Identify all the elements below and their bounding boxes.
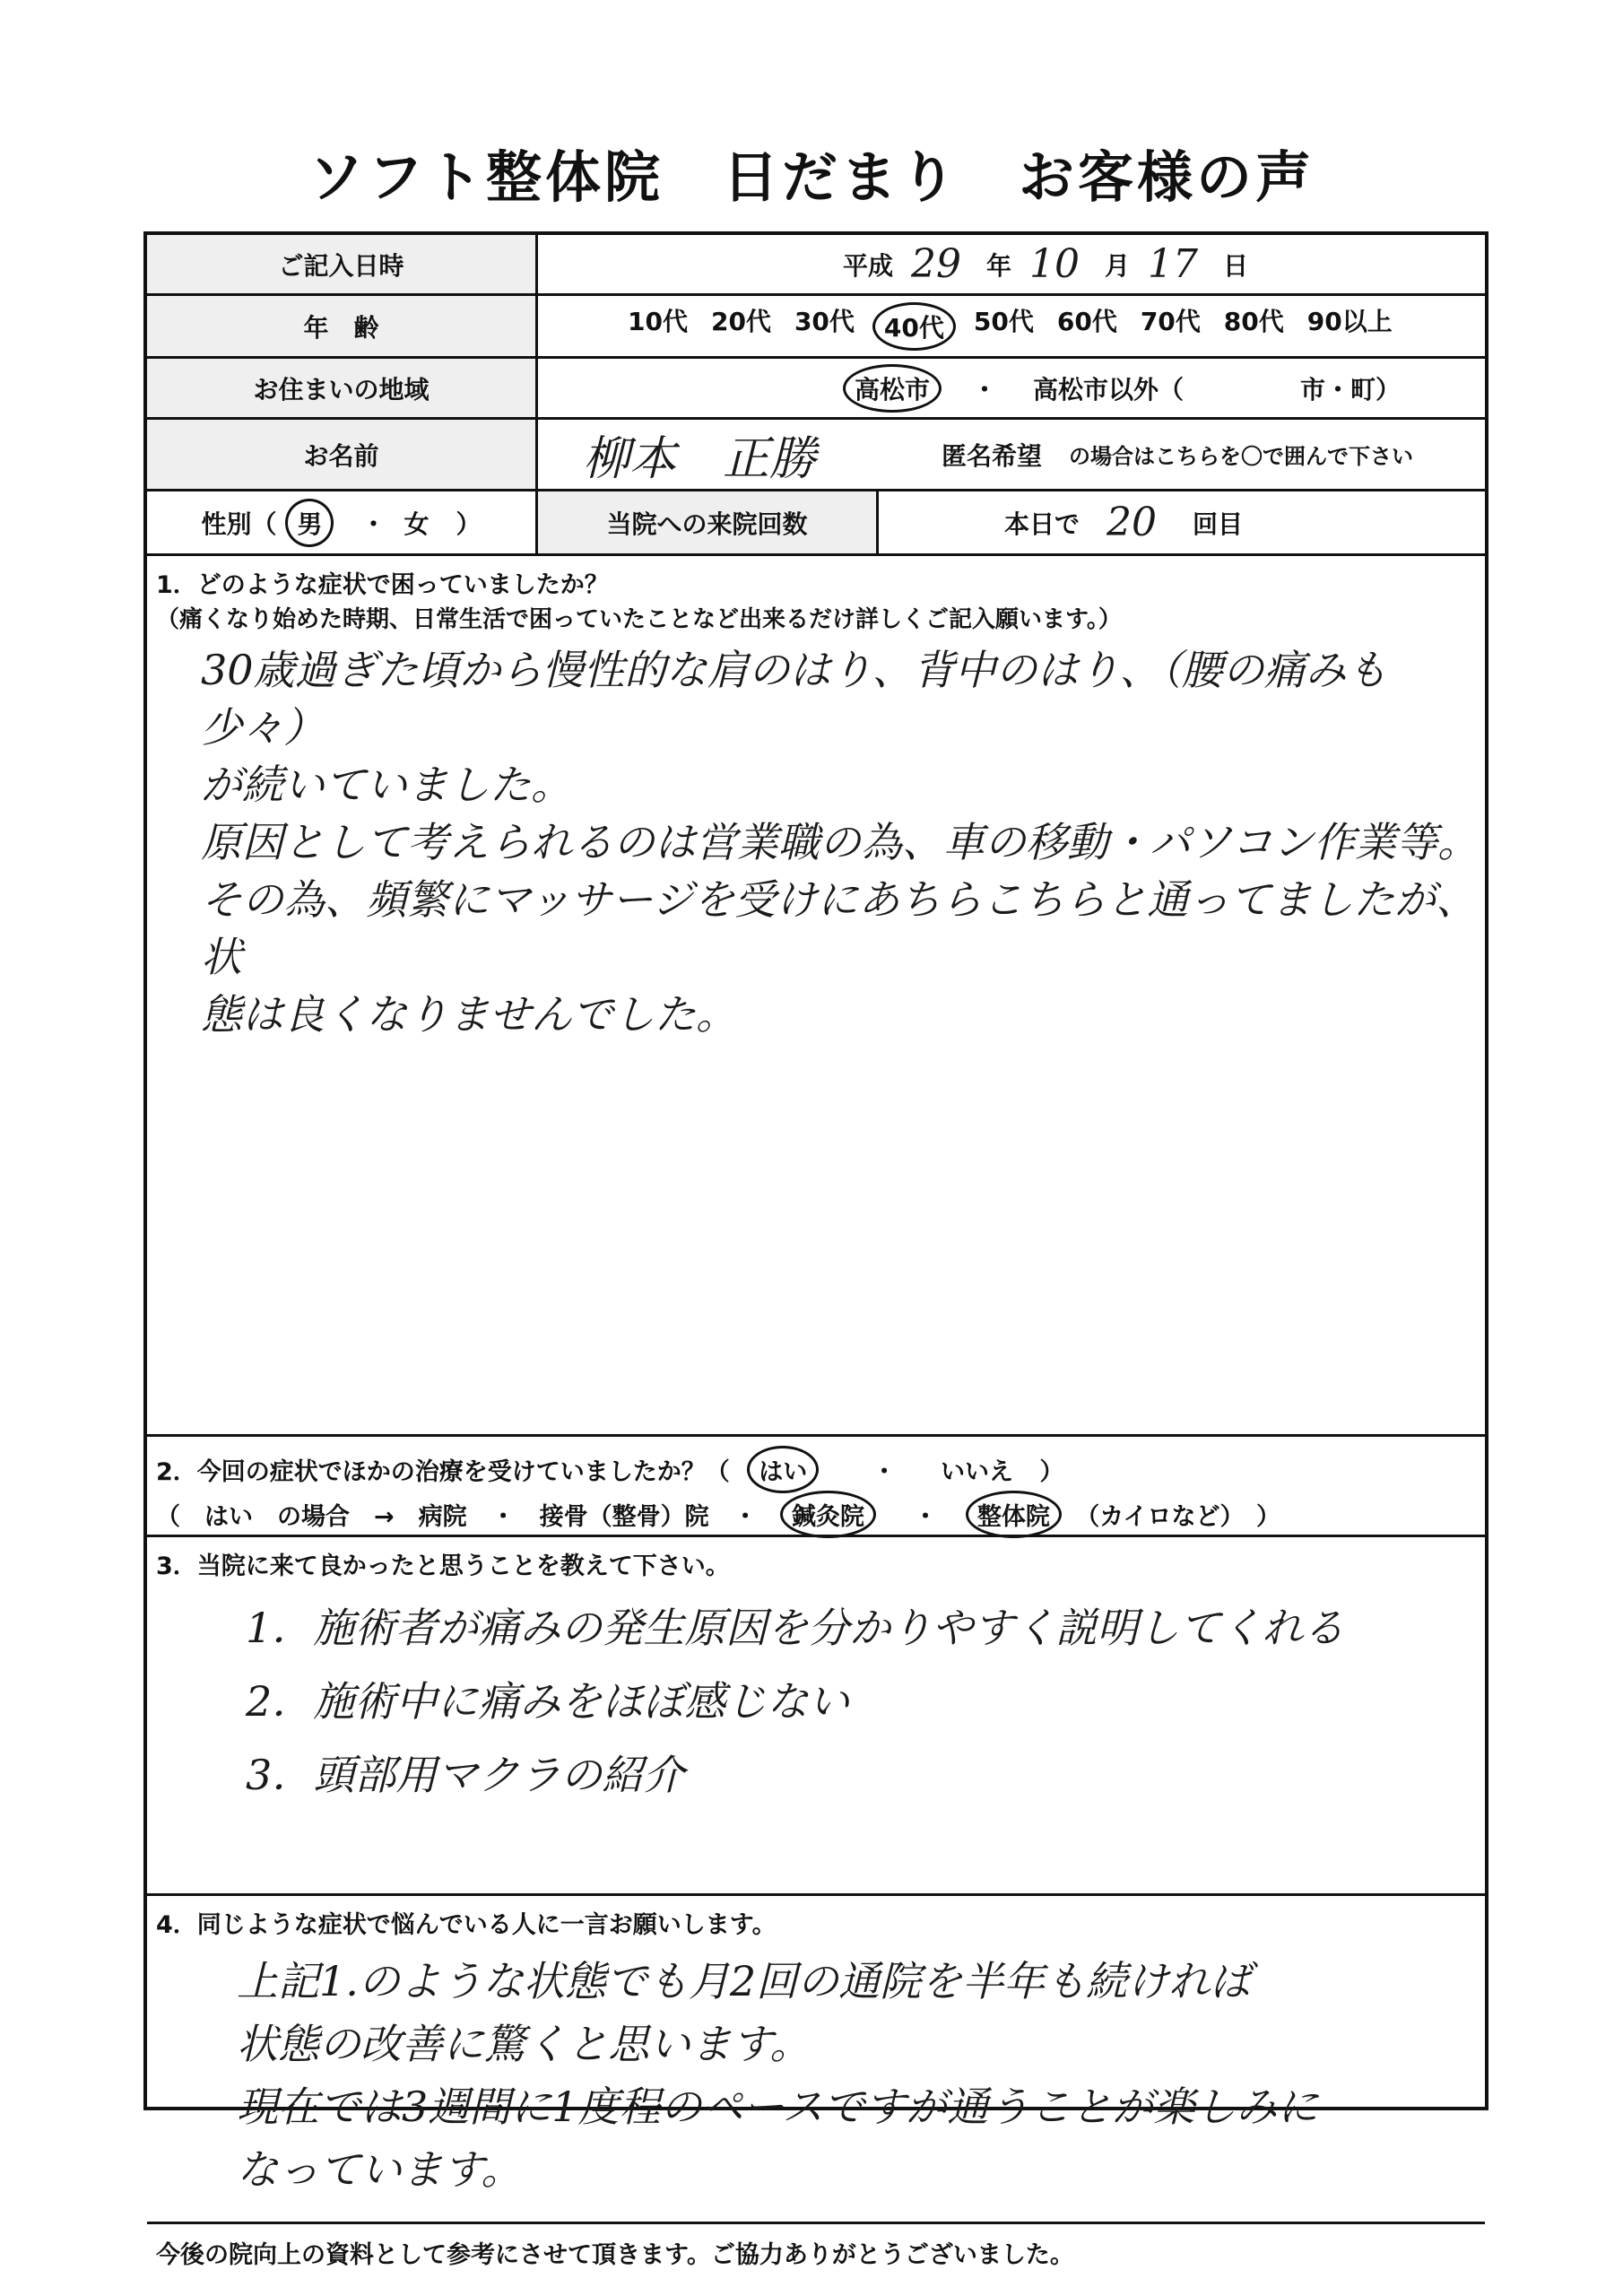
anonymous-label: 匿名希望 bbox=[942, 440, 1043, 471]
section-2-note-suffix: （カイロなど） ） bbox=[1075, 1503, 1280, 1531]
date-row bbox=[147, 235, 1485, 296]
answer-line: 2．施術中に痛みをほぼ感じない bbox=[246, 1677, 850, 1726]
age-option: 70代 bbox=[1140, 306, 1201, 336]
answer-line: 上記1.のような状態でも月2回の通院を半年も続ければ bbox=[237, 1957, 1252, 2005]
section-2-question: 2．今回の症状でほかの治療を受けていましたか？（ bbox=[156, 1458, 730, 1486]
name-label: お名前 bbox=[147, 420, 538, 489]
section-2 bbox=[147, 1437, 1485, 1537]
answer-line: 現在では3週間に1度程のペースですが通うことが楽しみに bbox=[237, 2083, 1319, 2131]
section-1-note: （痛くなり始めた時期、日常生活で困っていたことなど出来るだけ詳しくご記入願います。） bbox=[156, 606, 1122, 633]
section-4-question: 4．同じような症状で悩んでいる人に一言お願いします。 bbox=[156, 1911, 777, 1939]
area-option-other: 高松市以外（ bbox=[1033, 374, 1185, 404]
year-unit: 年 bbox=[986, 250, 1012, 281]
option-shinkyu-selected: 鍼灸院 bbox=[780, 1491, 876, 1538]
section-1 bbox=[147, 556, 1485, 1437]
option-seitai-selected: 整体院 bbox=[966, 1491, 1062, 1538]
area-option-takamatsu: 高松市 bbox=[843, 364, 942, 413]
visits-unit: 回目 bbox=[1193, 509, 1244, 539]
age-option: 20代 bbox=[710, 306, 771, 336]
section-2-note-mid: ・ bbox=[913, 1503, 938, 1531]
section-1-question: 1．どのような症状で困っていましたか？ bbox=[156, 571, 609, 599]
gender-label: 性別（ bbox=[201, 509, 277, 539]
era: 平成 bbox=[843, 250, 894, 281]
section-3-answer bbox=[246, 1591, 1344, 1812]
answer-line: 状態の改善に驚くと思います。 bbox=[237, 2020, 812, 2068]
age-option: 80代 bbox=[1223, 306, 1284, 336]
area-label: お住まいの地域 bbox=[147, 359, 538, 417]
visits-value: 20 bbox=[1107, 500, 1158, 545]
age-option: 10代 bbox=[628, 306, 688, 336]
visits-label: 当院への来院回数 bbox=[538, 491, 879, 553]
survey-form bbox=[143, 231, 1488, 2269]
gender-close: ） bbox=[456, 509, 482, 539]
day-value: 17 bbox=[1148, 241, 1199, 287]
section-1-answer bbox=[201, 641, 1485, 1043]
section-4 bbox=[147, 1896, 1485, 2224]
gender-visits-row bbox=[147, 491, 1485, 556]
age-option: 90以上 bbox=[1306, 306, 1393, 336]
answer-separator: ・ bbox=[872, 1458, 897, 1486]
answer-line: 原因として考えられるのは営業職の為、車の移動・パソコン作業等。 bbox=[201, 818, 1480, 866]
answer-no: いいえ bbox=[941, 1458, 1014, 1486]
section-2-note-prefix: （ はい の場合 → 病院 ・ 接骨（整骨）院 ・ bbox=[156, 1503, 758, 1531]
answer-line: が続いていました。 bbox=[201, 761, 572, 809]
answer-line: 30歳過ぎた頃から慢性的な肩のはり、背中のはり、（腰の痛みも少々） bbox=[201, 646, 1388, 752]
age-options bbox=[628, 302, 1393, 351]
answer-line: 態は良くなりませんでした。 bbox=[201, 990, 737, 1039]
age-option: 60代 bbox=[1056, 306, 1117, 336]
month-value: 10 bbox=[1029, 241, 1081, 287]
gender-female: 女 bbox=[404, 509, 430, 539]
section-4-answer bbox=[237, 1950, 1318, 2201]
year-value: 29 bbox=[911, 241, 962, 287]
area-suffix: 市・町） bbox=[1300, 374, 1402, 404]
gender-separator: ・ bbox=[360, 509, 386, 539]
name-row bbox=[147, 420, 1485, 491]
anonymous-note: の場合はこちらを〇で囲んで下さい bbox=[1069, 444, 1414, 469]
section-3-question: 3．当院に来て良かったと思うことを教えて下さい。 bbox=[156, 1552, 730, 1580]
age-option-selected: 40代 bbox=[872, 302, 956, 351]
answer-line: 3．頭部用マクラの紹介 bbox=[246, 1751, 685, 1799]
answer-line: その為、頻繁にマッサージを受けにあちらこちらと通ってましたが、状 bbox=[201, 875, 1478, 981]
footer-note: 今後の院向上の資料として参考にさせて頂きます。ご協力ありがとうございました。 bbox=[156, 2241, 1074, 2269]
gender-male-selected: 男 bbox=[285, 499, 334, 547]
age-row bbox=[147, 296, 1485, 359]
answer-line: なっています。 bbox=[237, 2145, 523, 2194]
answer-yes-selected: はい bbox=[747, 1446, 819, 1493]
section-3 bbox=[147, 1537, 1485, 1896]
age-option: 50代 bbox=[973, 306, 1034, 336]
month-unit: 月 bbox=[1105, 250, 1131, 281]
area-separator: ・ bbox=[972, 374, 998, 404]
age-label: 年 齢 bbox=[147, 296, 538, 356]
visits-prefix: 本日で bbox=[1004, 509, 1081, 539]
name-value: 柳本 正勝 bbox=[583, 432, 817, 486]
answer-close: ） bbox=[1039, 1458, 1064, 1486]
page-title: ソフト整体院 日だまり お客様の声 bbox=[308, 144, 1315, 210]
age-option: 30代 bbox=[794, 306, 855, 336]
date-label: ご記入日時 bbox=[147, 235, 538, 293]
answer-line: 1．施術者が痛みの発生原因を分かりやすく説明してくれる bbox=[246, 1604, 1345, 1652]
area-row bbox=[147, 359, 1485, 420]
day-unit: 日 bbox=[1223, 250, 1249, 281]
